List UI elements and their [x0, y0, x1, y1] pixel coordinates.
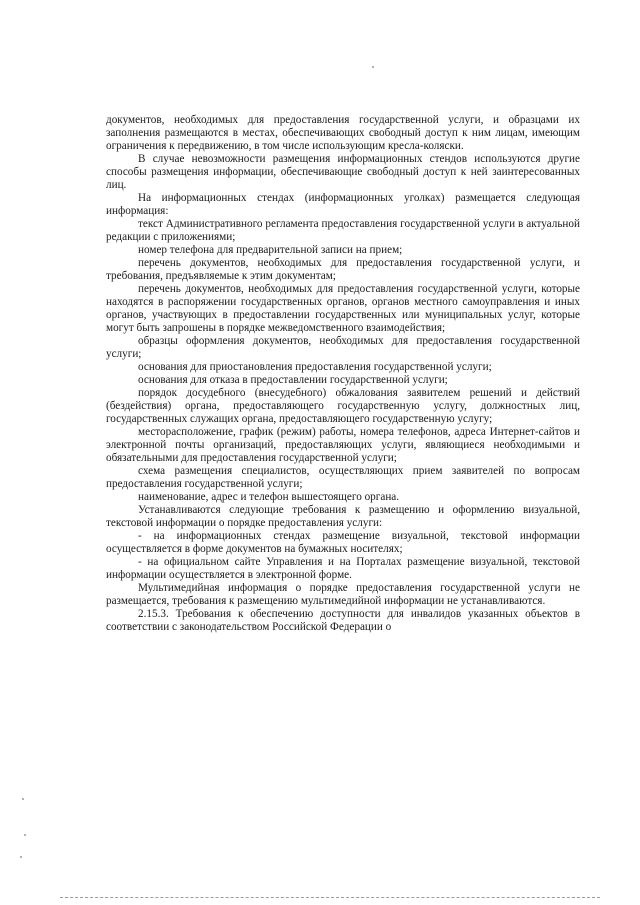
list-item: образцы оформления документов, необходимых для предоставления государственной услуги; [106, 335, 580, 360]
list-item: - на официальном сайте Управления и на Порталах размещение визуальной, текстовой информации осуществляется в электронной форме. [106, 556, 580, 581]
paragraph: Устанавливаются следующие требования к размещению и оформлению визуальной, текстовой информации о порядке предоставления услуги: [106, 504, 580, 529]
scan-speck [24, 834, 26, 836]
list-item: порядок досудебного (внесудебного) обжалования заявителем решений и действий (бездействия) органа, предоставляющего государственную услугу, должностных лиц, государственных служащих органа, предоставляющего государственную услугу; [106, 387, 580, 425]
list-item: наименование, адрес и телефон вышестоящего органа. [138, 491, 400, 503]
list-item: номер телефона для предварительной записи на прием; [138, 244, 403, 256]
list-item: основания для отказа в предоставлении государственной услуги; [138, 374, 448, 386]
list-item: - на информационных стендах размещение визуальной, текстовой информации осуществляется в форме документов на бумажных носителях; [106, 530, 580, 555]
list-item: перечень документов, необходимых для предоставления государственной услуги, и требования, предъявляемые к этим документам; [106, 257, 580, 282]
paragraph: В случае невозможности размещения информационных стендов используются другие способы размещения информации, обеспечивающие свободный доступ к ней заинтересованных лиц. [106, 153, 580, 191]
paragraph: документов, необходимых для предоставления государственной услуги, и образцами их заполнения размещаются в местах, обеспечивающих свободный доступ к ним лицам, имеющим ограничения к передвижению, в том числе использующим кресла-коляски. [106, 114, 580, 152]
scan-speck [372, 66, 374, 68]
scan-edge-line [60, 897, 600, 899]
scan-speck [20, 856, 22, 858]
list-item: схема размещения специалистов, осуществляющих прием заявителей по вопросам предоставления государственной услуги; [106, 465, 580, 490]
paragraph: 2.15.3. Требования к обеспечению доступности для инвалидов указанных объектов в соответствии с законодательством Российской Федерации о [106, 608, 580, 633]
scan-speck [22, 798, 24, 800]
paragraph: Мультимедийная информация о порядке предоставления государственной услуги не размещается, требования к размещению мультимедийной информации не устанавливаются. [106, 582, 580, 607]
list-item: перечень документов, необходимых для предоставления государственной услуги, которые находятся в распоряжении государственных органов, органов местного самоуправления и иных органов, участвующих в предоставлении государственных или муниципальных услуг, которые могут быть запрошены в порядке межведомственного взаимодействия; [106, 283, 580, 334]
list-item: основания для приостановления предоставления государственной услуги; [138, 361, 492, 373]
list-item: текст Административного регламента предоставления государственной услуги в актуальной редакции с приложениями; [106, 218, 580, 243]
document-body [106, 114, 580, 634]
list-item: месторасположение, график (режим) работы, номера телефонов, адреса Интернет-сайтов и электронной почты организаций, предоставляющих услуги, являющиеся необходимыми и обязательными для предоставления государственной услуги; [106, 426, 580, 464]
paragraph: На информационных стендах (информационных уголках) размещается следующая информация: [106, 192, 580, 217]
